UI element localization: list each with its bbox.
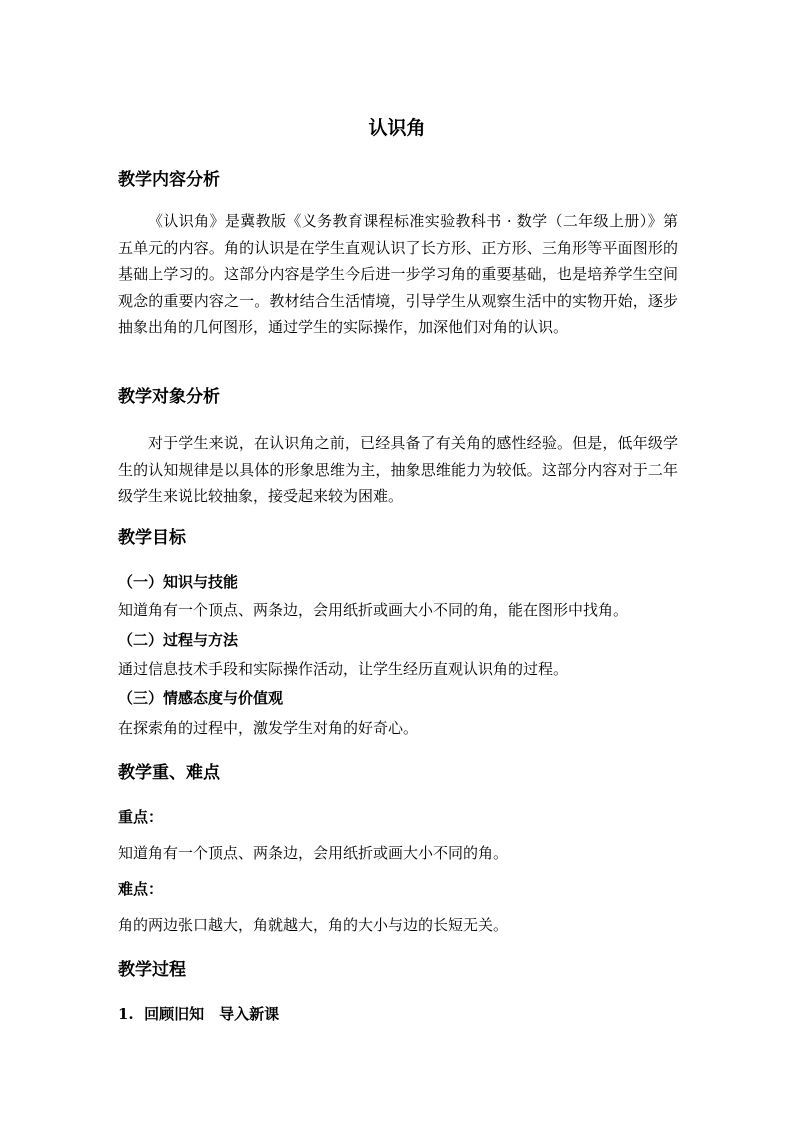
paragraph-content-analysis: 《认识角》是冀教版《义务教育课程标准实验教科书 · 数学（二年级上册）》第五单元的内容。角的认识是在学生直观认识了长方形、正方形、三角形等平面图形的基础上学习的。这部分内容是学生今后进一步学习角的重要基础，也是培养学生空间观念的重要内容之一。教材结合生活情境，引导学生从观察生活中的实物开始，逐步抽象出角的几何图形，通过学生的实际操作，加深他们对角的认识。 [118, 212, 678, 336]
objective-text-process: 通过信息技术手段和实际操作活动，让学生经历直观认识角的过程。 [118, 660, 569, 678]
difficult-point-text: 角的两边张口越大，角就越大，角的大小与边的长短无关。 [118, 916, 509, 934]
process-step-1: 1. 回顾旧知 导入新课 [118, 1005, 280, 1023]
objective-text-emotion: 在探索角的过程中，激发学生对角的好奇心。 [118, 719, 419, 737]
objective-text-knowledge: 知道角有一个顶点、两条边，会用纸折或画大小不同的角，能在图形中找角。 [118, 601, 629, 619]
heading-content-analysis: 教学内容分析 [118, 170, 220, 190]
objective-label-process: （二）过程与方法 [118, 631, 239, 649]
objective-label-emotion: （三）情感态度与价值观 [118, 689, 284, 707]
document-title: 认识角 [368, 117, 426, 139]
key-point-label: 重点： [118, 808, 164, 826]
heading-process: 教学过程 [118, 960, 186, 980]
objective-label-knowledge: （一）知识与技能 [118, 573, 239, 591]
difficult-point-label: 难点： [118, 880, 164, 898]
heading-student-analysis: 教学对象分析 [118, 387, 220, 407]
paragraph-student-analysis: 对于学生来说，在认识角之前，已经具备了有关角的感性经验。但是，低年级学生的认知规律是以具体的形象思维为主，抽象思维能力为较低。这部分内容对于二年级学生来说比较抽象，接受起来较为困难。 [118, 434, 678, 505]
key-point-text: 知道角有一个顶点、两条边，会用纸折或画大小不同的角。 [118, 844, 509, 862]
heading-key-points: 教学重、难点 [118, 763, 220, 783]
heading-objectives: 教学目标 [118, 528, 186, 548]
